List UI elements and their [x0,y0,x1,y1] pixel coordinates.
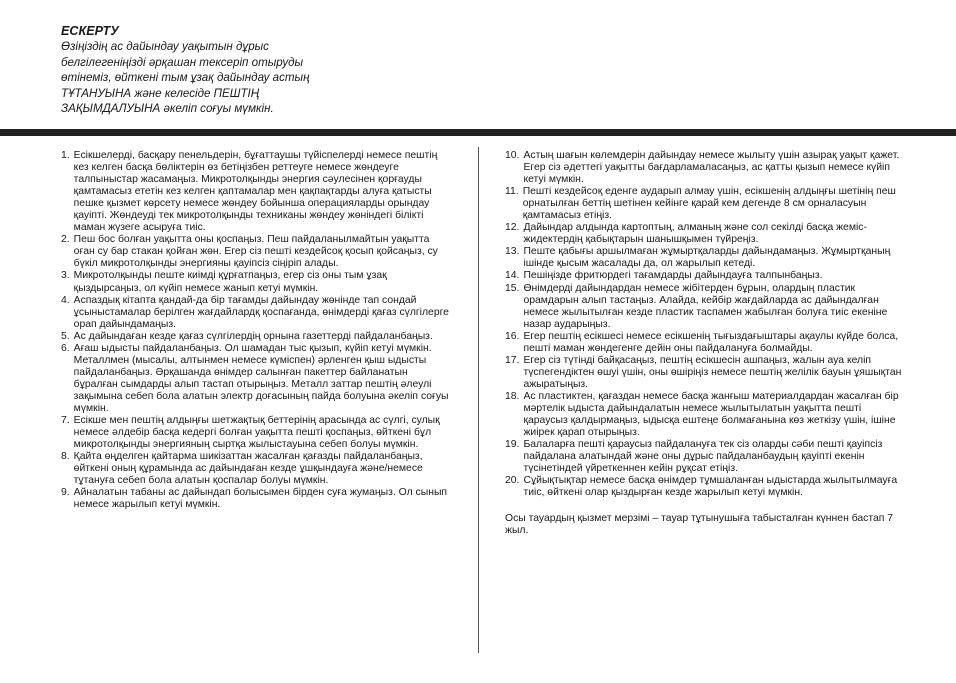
safety-list-left [61,150,453,511]
list-item [505,439,902,475]
item-text: Айналатын табаны ас дайындап болысымен бірден суға жумаңыз. Ол сынып немесе жарылып кетуі мүмкін. [73,487,448,511]
item-text: Пеште қабығы аршылмаған жұмыртқаларды дайындамаңыз. Жұмыртқаның ішінде қысым жасалады да, ол жарылып кетеді. [523,246,891,270]
warning-title: ЕСКЕРТУ [61,24,119,38]
item-text: Дайындар алдында картоптың, алманың және сол секілді басқа жеміс-жидектердің қабықтарын шанышқымен түйреңіз. [523,222,867,246]
item-number: 7. [61,415,70,427]
list-item [505,222,902,246]
list-item [61,234,453,270]
item-number: 13. [505,246,520,258]
item-number: 12. [505,222,520,234]
list-item [505,150,902,186]
item-text: Ағаш ыдысты пайдаланбаңыз. Ол шамадан тыс қызып, күйіп кетуі мүмкін. Металлмен (мысалы, алтынмен немесе күміспен) әрленген қыш ыдысты пайдаланбаңыз. Әрқашанда өнімдер салынған пакеттер байланатын бұралған сымдарды алып тастап отырыңыз. Металл заттар пештің әлеулі зақымына себеп бола алатын электр доғасының пайда болуына әкеліп соғуы мүмкін. [73,342,449,414]
list-item [61,343,453,415]
item-number: 17. [505,354,520,366]
item-number: 6. [61,342,70,354]
item-number: 20. [505,475,520,487]
item-text: Ас дайындаған кезде қағаз сүлгілердің орнына газеттерді пайдаланбаңыз. [73,330,433,342]
item-text: Астың шағын көлемдерін дайындау немесе жылыту үшін азырақ уақыт қажет. Егер сіз әдеттегі уақытты бағдарламаласаңыз, ас қатты қызып немесе күйіп кетуі мүмкін. [523,150,900,186]
item-text: Пеш бос болған уақытта оны қоспаңыз. Пеш пайдаланылмайтын уақытта оған су бар стакан қойған жөн. Егер сіз пешті кездейсоқ қосып қойсаңыз, су бүкіл микротолқынды энергияны қауіпсіз сіңіріп алады. [73,234,438,270]
list-item [61,487,453,511]
warning-block [61,24,381,117]
item-text: Ас пластиктен, қағаздан немесе басқа жанғыш материалдардан жасалған бір мәртелік ыдыста дайындалатын немесе жылытылатын уақытта пешті қараусыз қалдырмаңыз, ыдысқа ештеңе болмағанына көз жеткізу үшін, ішіне жиірек қарап отырыңыз. [523,390,899,439]
left-column [61,150,453,511]
item-text: Қайта өңделген қайтарма шикізаттан жасалған қағазды пайдаланбаңыз, өйткені оның құрамында ас дайындаған кезде ұшқындауға және/немесе тұтануға себеп бола алатын қоспалар болуы мүмкін. [73,451,423,487]
warning-line: өтінеміз, өйткені тым ұзақ дайындау астың [61,71,310,85]
list-item [505,391,902,439]
list-item [505,270,902,282]
item-text: Аспаздық кітапта қандай-да бір тағамды дайындау жөнінде тап сондай ұсыныстамалар берілген жағдайлардқ қоспағанда, өнімдерді қағаз сүлгілерге орап дайындамаңыз. [73,294,449,330]
section-divider [0,129,956,136]
item-number: 3. [61,270,70,282]
safety-list-right [505,150,902,499]
list-item [61,415,453,451]
item-text: Есікшелерді, басқару пенельдерін, бұғаттаушы түйіспелерді немесе пештің кез келген басқа бөліктерін өз бетіңізбен реттеуге немесе жөндеуге талпыныстар жасамаңыз. Микротолқынды энергия сәулесінен қорғауды қамтамасыз ететін кез келген қаптамалар мен қақпақтарды алуға қатысты пешке қызмет көрсету немесе жөндеу бойынша операцияларды орындау қауіпті. Жөндеуді тек микротолқынды техниканы жөндеу жөніндегі білікті маман жүзеге асыруға тиіс. [73,150,438,234]
item-text: Есікше мен пештің алдыңғы шетжақтық беттерінің арасында ас сүлгі, сулық немесе әлдебір басқа кедергі болған уақытта пешті қоспаңыз, өйткені бұл микротолқынды энергияның сыртқа жылыстауына себеп болуы мүмкін. [73,415,440,451]
item-number: 8. [61,451,70,463]
item-text: Сұйықтықтар немесе басқа өнімдер тұмшаланған ыдыстарда жылытылмауға тиіс, өйткені олар қыздырған кезде жарылып кетуі мүмкін. [523,475,898,499]
list-item [505,475,902,499]
list-item [61,451,453,487]
item-number: 11. [505,186,519,198]
list-item [61,331,453,343]
item-number: 1. [61,150,70,161]
item-text: Өнімдерді дайындардан немесе жібітерден бұрын, олардың пластик орамдарын алып тастаңыз. Алайда, кейбір жағдайларда ас дайындалған немесе жылытылған кезде пластик таспамен жабылған болуға тиіс екеніне назар аударыңыз. [523,282,888,330]
item-text: Егер сіз түтінді байқасаңыз, пештің есікшесін ашпаңыз, жалын ауа келіп түспегендіктен өшуі үшін, оны өшіріңіз немесе пештің желілік бауын ұяшықтан ажыратыңыз. [523,354,902,390]
list-item [61,295,453,331]
item-text: Микротолқынды пеште киімді құрғатпаңыз, егер сіз оны тым ұзақ қыздырсаңыз, ол күйіп немесе жанып кетуі мүмкін. [73,270,387,294]
item-text: Егер пештің есікшесі немесе есікшенің тығыздағыштары ақаулы күйде болса, пешті маман жөндегенге дейін оны пайдалануға болмайды. [523,330,899,354]
item-text: Пешті кездейсоқ еденге аударып алмау үшін, есікшенің алдыңғы шетінің пеш орнатылған беттің шетінен кейінге қарай кем дегенде 8 см орналасуын қамтамасыз етіңіз. [522,186,896,222]
list-item [61,270,453,294]
list-item [505,186,902,222]
list-item [505,331,902,355]
warning-line: ТҰТАНУЫНА және келесіде ПЕШТІҢ [61,86,260,100]
item-number: 9. [61,487,70,499]
list-item [505,355,902,391]
warning-line: белгілегеніңізді әрқашан тексеріп отыруды [61,55,304,69]
item-number: 10. [505,150,520,161]
list-item [505,246,902,270]
item-number: 15. [505,282,520,294]
warning-line: ЗАҚЫМДАЛУЫНА әкеліп соғуы мүмкін. [61,102,274,116]
item-number: 18. [505,390,520,402]
item-text: Балаларға пешті қараусыз пайдалануға тек сіз оларды сәби пешті қауіпсіз пайдалана алатындай және оны дұрыс пайдаланбаудың қауіпті екенін түсінетіндей үйреткеннен кейін рұқсат етіңіз. [523,439,883,475]
item-text: Пешіңізде фритюрдегі тағамдарды дайындауға талпынбаңыз. [523,270,823,282]
item-number: 2. [61,234,70,246]
item-number: 5. [61,330,70,342]
right-column [505,150,902,537]
warning-line: Өзіңіздің ас дайындау уақытын дұрыс [61,40,269,53]
item-number: 16. [505,330,520,342]
list-item [505,283,902,331]
column-separator [478,147,479,653]
list-item [61,150,453,234]
item-number: 4. [61,294,70,306]
item-number: 14. [505,270,520,282]
service-life-note: Осы тауардың қызмет мерзімі – тауар тұтынушыға табысталған күннен бастап 7 жыл. [505,513,894,537]
item-number: 19. [505,439,520,451]
